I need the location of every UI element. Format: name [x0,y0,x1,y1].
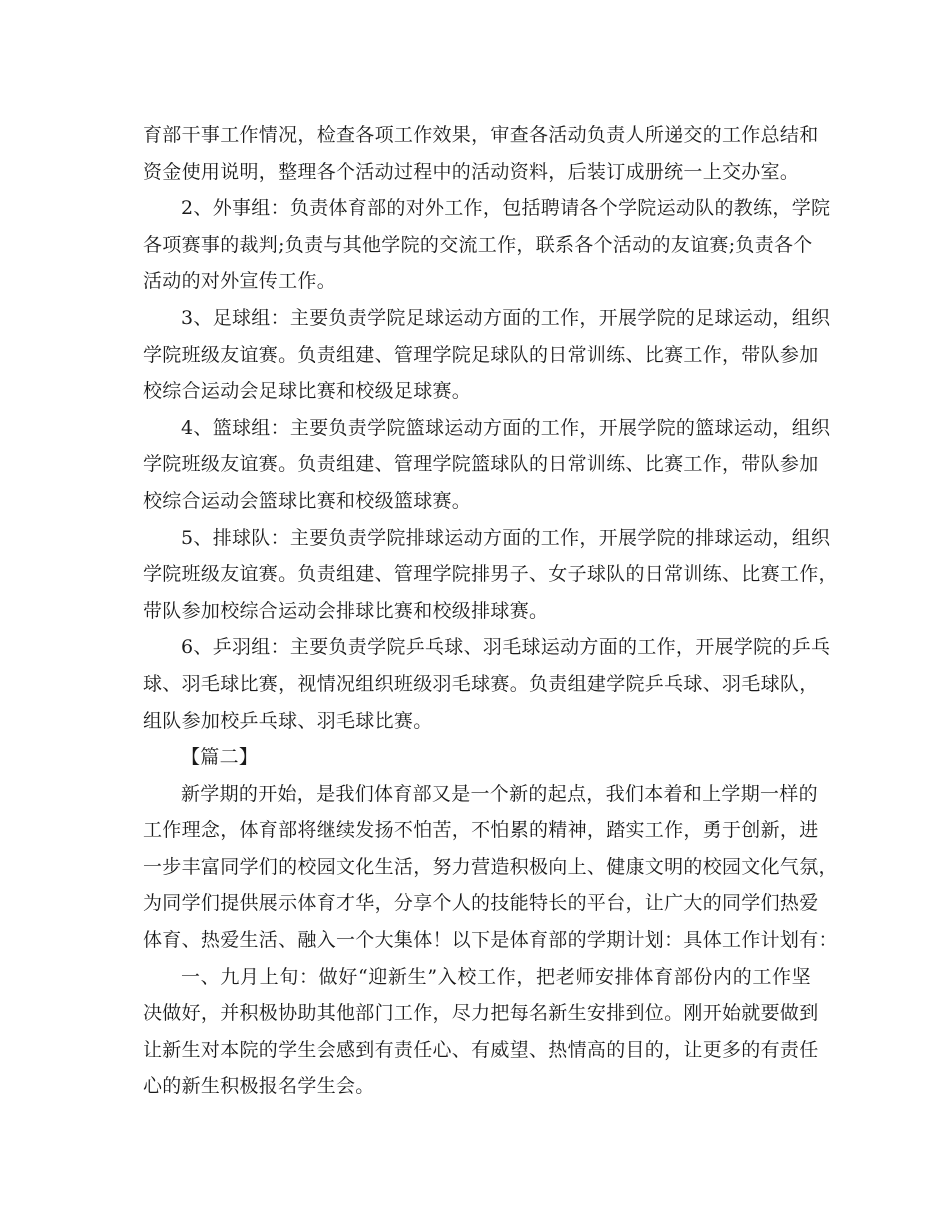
text-line: 资金使用说明，整理各个活动过程中的活动资料，后装订成册统一上交办室。 [143,160,800,183]
text-line: 5、排球队：主要负责学院排球运动方面的工作，开展学院的排球运动，组织 [181,526,831,549]
text-line: 决做好，并积极协助其他部门工作，尽力把每名新生安排到位。刚开始就要做到 [143,1002,819,1025]
text-line: 一、九月上旬：做好“迎新生”入校工作，把老师安排体育部份内的工作坚 [181,965,811,988]
text-line: 学院班级友谊赛。负责组建、管理学院篮球队的日常训练、比赛工作，带队参加 [143,453,819,476]
text-line: 各项赛事的裁判;负责与其他学院的交流工作，联系各个活动的友谊赛;负责各个 [143,233,813,256]
text-line: 校综合运动会篮球比赛和校级篮球赛。 [143,489,472,512]
text-line: 心的新生积极报名学生会。 [143,1075,375,1098]
text-line: 2、外事组：负责体育部的对外工作，包括聘请各个学院运动队的教练，学院 [181,197,831,220]
text-line: 校综合运动会足球比赛和校级足球赛。 [143,380,472,403]
text-line: 球、羽毛球比赛，视情况组织班级羽毛球赛。负责组建学院乒乓球、羽毛球队， [143,672,819,695]
text-line: 为同学们提供展示体育才华，分享个人的技能特长的平台，让广大的同学们热爱 [143,892,819,915]
text-line: 育部干事工作情况，检查各项工作效果，审查各活动负责人所递交的工作总结和 [143,124,819,146]
text-line: 一步丰富同学们的校园文化生活，努力营造积极向上、健康文明的校园文化气氛， [143,855,838,878]
text-line: 让新生对本院的学生会感到有责任心、有威望、热情高的目的，让更多的有责任 [143,1038,819,1061]
text-line: 工作理念，体育部将继续发扬不怕苦，不怕累的精神，踏实工作，勇于创新，进 [143,819,819,842]
text-line: 学院班级友谊赛。负责组建、管理学院排男子、女子球队的日常训练、比赛工作， [143,563,838,586]
text-line: 4、篮球组：主要负责学院篮球运动方面的工作，开展学院的篮球运动，组织 [181,416,831,439]
text-line: 带队参加校综合运动会排球比赛和校级排球赛。 [143,599,549,622]
text-line: 新学期的开始，是我们体育部又是一个新的起点，我们本着和上学期一样的 [181,782,818,805]
document-body [143,117,838,1105]
text-line: 学院班级友谊赛。负责组建、管理学院足球队的日常训练、比赛工作，带队参加 [143,343,819,366]
text-line: 活动的对外宣传工作。 [143,270,337,293]
text-line: 6、乒羽组：主要负责学院乒乓球、羽毛球运动方面的工作，开展学院的乒乓 [181,636,831,659]
text-line: 体育、热爱生活、融入一个大集体！以下是体育部的学期计划：具体工作计划有： [143,929,838,952]
section-heading: 【篇二】 [181,746,259,769]
text-line: 组队参加校乒乓球、羽毛球比赛。 [143,709,433,732]
text-line: 3、足球组：主要负责学院足球运动方面的工作，开展学院的足球运动，组织 [181,306,831,329]
